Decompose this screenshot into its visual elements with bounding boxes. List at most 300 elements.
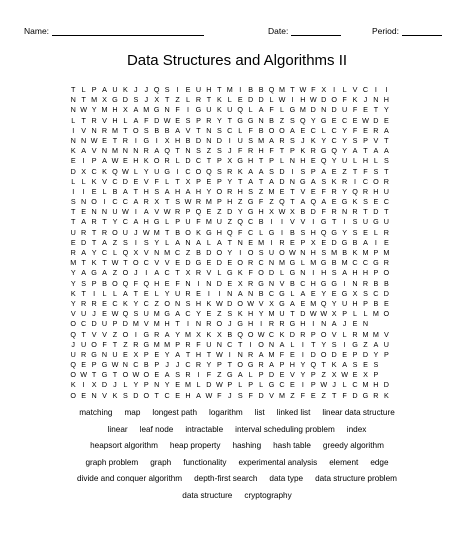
grid-letter: P [373,248,379,257]
grid-letter: C [112,197,118,207]
grid-letter: L [353,156,358,166]
grid-letter: C [227,339,233,349]
grid-letter: D [310,207,316,217]
grid-letter: E [290,380,295,390]
grid-letter: L [363,309,368,319]
grid-letter: P [383,349,389,359]
grid-letter: D [216,278,222,288]
grid-letter: Q [320,156,327,166]
grid-row [68,95,392,105]
grid-letter: Q [122,248,129,257]
grid-letter: V [102,390,107,400]
grid-letter: T [196,125,201,135]
grid-letter: H [195,186,202,196]
grid-letter: R [164,156,170,166]
grid-letter: W [142,227,150,237]
grid-letter: I [72,186,75,196]
grid-letter: L [279,268,284,278]
grid-letter: T [91,370,97,380]
grid-letter: H [258,146,264,156]
grid-letter: R [248,146,254,156]
grid-letter: R [227,166,233,176]
grid-letter: W [341,370,348,380]
grid-letter: I [93,288,96,298]
grid-letter: P [216,156,222,166]
word-item: linear [107,424,128,434]
grid-letter: G [237,319,244,329]
grid-letter: L [342,85,347,94]
grid-letter: F [238,227,243,237]
grid-letter: T [154,390,159,400]
grid-letter: T [258,156,264,166]
grid-letter: B [143,360,149,370]
grid-letter: G [164,166,170,176]
grid-letter: O [383,309,390,319]
name-field[interactable] [24,26,204,36]
grid-letter: D [310,349,316,359]
grid-letter: G [289,319,296,329]
grid-letter: E [102,298,107,308]
grid-letter: C [185,360,191,370]
grid-letter: O [133,125,139,135]
grid-row [68,248,392,258]
grid-row [68,238,392,248]
grid-letter: C [81,319,87,329]
grid-letter: X [154,95,160,105]
grid-letter: O [133,258,139,268]
grid-letter: A [175,309,180,319]
grid-letter: E [363,360,368,370]
grid-letter: M [111,146,118,156]
grid-letter: B [227,329,233,339]
grid-row [68,319,392,329]
grid-letter: F [300,390,306,400]
grid-letter: F [279,349,285,359]
grid-letter: A [290,298,295,308]
grid-letter: O [320,349,327,359]
grid-letter: H [185,390,191,400]
grid-letter: Y [342,227,347,237]
grid-letter: R [143,146,149,156]
grid-letter: O [247,329,254,339]
grid-letter: Q [206,166,212,176]
grid-letter: V [331,329,337,339]
grid-letter: T [133,288,139,298]
grid-letter: L [300,258,305,268]
grid-letter: E [227,258,233,268]
grid-letter: C [164,390,170,400]
grid-letter: H [310,278,316,288]
grid-letter: S [227,309,233,319]
grid-letter: C [300,278,306,288]
grid-letter: Q [153,85,160,94]
grid-letter: R [279,135,285,145]
grid-letter: A [342,360,347,370]
grid-letter: X [352,288,358,298]
grid-letter: T [71,85,76,94]
date-field[interactable] [268,26,341,36]
grid-letter: K [331,176,337,186]
grid-letter: V [91,146,97,156]
grid-letter: E [175,380,180,390]
grid-row [68,258,392,268]
grid-letter: N [237,237,243,247]
grid-letter: A [164,370,170,380]
grid-letter: Q [164,146,170,156]
grid-letter: G [352,339,358,349]
grid-letter: R [81,227,87,237]
grid-letter: Y [342,125,347,135]
grid-letter: I [301,339,304,349]
grid-row [68,156,392,166]
grid-letter: A [196,237,201,247]
grid-letter: W [163,207,171,217]
grid-row [68,136,392,146]
word-list [16,405,458,504]
grid-letter: D [70,166,76,176]
name-line[interactable] [52,26,204,36]
grid-letter: Z [238,197,243,207]
grid-letter: C [373,288,379,298]
grid-letter: U [112,207,118,217]
grid-letter: G [112,95,118,105]
grid-letter: R [91,298,97,308]
grid-letter: L [133,166,138,176]
grid-letter: R [383,176,389,186]
grid-letter: I [343,217,346,227]
grid-letter: J [165,360,169,370]
grid-letter: A [373,339,379,349]
grid-letter: F [102,339,107,349]
grid-row [68,309,392,319]
grid-letter: R [248,349,254,359]
grid-letter: I [82,380,85,390]
grid-letter: V [373,135,379,145]
grid-letter: X [310,237,316,247]
grid-letter: E [363,105,368,115]
grid-letter: N [300,248,306,257]
grid-letter: H [362,156,369,166]
grid-letter: G [331,227,337,237]
grid-letter: K [279,329,285,339]
grid-letter: M [153,319,160,329]
grid-letter: C [258,258,264,268]
grid-letter: G [300,176,306,186]
grid-letter: T [164,95,170,105]
grid-letter: D [331,237,337,247]
grid-letter: U [227,105,233,115]
grid-letter: M [153,339,160,349]
grid-letter: P [248,380,254,390]
grid-letter: Y [70,298,76,308]
grid-letter: D [216,258,222,268]
grid-letter: B [352,237,358,247]
grid-letter: U [383,186,389,196]
grid-letter: C [195,156,202,166]
grid-letter: W [80,370,88,380]
grid-letter: J [134,85,138,94]
grid-letter: V [352,85,358,94]
grid-letter: T [71,207,76,217]
grid-letter: I [239,248,242,257]
grid-letter: F [248,268,253,278]
grid-letter: E [279,186,285,196]
grid-letter: B [258,288,264,298]
grid-letter: Y [383,105,389,115]
grid-letter: S [352,217,358,227]
grid-letter: L [196,380,201,390]
grid-letter: K [112,390,118,400]
grid-letter: U [112,349,118,359]
grid-letter: U [362,217,369,227]
grid-letter: F [269,105,274,115]
grid-letter: A [321,197,327,207]
grid-letter: B [258,125,264,135]
grid-letter: K [70,288,76,298]
grid-letter: S [123,237,128,247]
grid-letter: E [91,186,97,196]
grid-letter: R [185,288,191,298]
grid-letter: R [91,217,97,227]
grid-letter: A [352,146,358,156]
date-line[interactable] [291,26,341,36]
grid-letter: E [143,288,149,298]
grid-letter: V [185,125,191,135]
grid-letter: T [384,207,389,217]
grid-letter: R [279,237,285,247]
grid-letter: L [175,156,180,166]
grid-letter: L [217,268,222,278]
grid-letter: H [248,156,254,166]
grid-letter: T [217,85,222,94]
grid-letter: Q [122,309,129,319]
grid-letter: I [228,349,231,359]
grid-letter: F [217,390,222,400]
grid-letter: H [112,105,118,115]
grid-letter: G [341,237,348,247]
grid-letter: M [299,105,306,115]
grid-letter: E [310,288,316,298]
grid-letter: P [154,360,160,370]
grid-letter: B [196,248,201,257]
grid-letter: J [134,227,138,237]
grid-letter: X [321,85,327,94]
grid-letter: G [320,217,327,227]
grid-letter: H [216,227,222,237]
grid-letter: Q [237,105,244,115]
grid-letter: U [101,319,108,329]
grid-letter: C [279,380,285,390]
grid-letter: A [279,339,285,349]
grid-letter: W [278,207,286,217]
grid-letter: O [237,298,244,308]
word-item: hashing [232,441,262,450]
grid-letter: Q [226,227,233,237]
grid-letter: F [196,339,201,349]
grid-letter: A [196,390,201,400]
grid-letter: W [278,95,286,105]
grid-letter: X [363,370,368,380]
grid-letter: S [81,278,87,288]
grid-letter: D [258,95,264,105]
grid-letter: E [300,298,306,308]
grid-letter: C [248,227,254,237]
grid-row [68,340,392,350]
grid-letter: M [278,390,285,400]
grid-letter: B [342,248,347,257]
grid-letter: D [373,207,379,217]
grid-letter: Y [196,309,201,319]
grid-letter: L [102,288,107,298]
grid-letter: I [280,217,283,227]
grid-letter: W [184,197,192,207]
grid-letter: I [301,380,304,390]
grid-letter: I [187,105,190,115]
grid-letter: A [133,105,139,115]
grid-letter: E [123,349,128,359]
grid-row [68,105,392,115]
grid-row [68,187,392,197]
grid-letter: A [248,166,254,176]
word-item: hash table [273,441,311,450]
grid-letter: P [91,85,97,94]
grid-letter: T [112,370,118,380]
grid-letter: I [374,85,377,94]
grid-letter: G [331,278,337,288]
grid-letter: W [122,166,129,176]
grid-letter: M [258,237,265,247]
grid-letter: O [216,186,223,196]
grid-letter: F [342,95,347,105]
grid-letter: N [268,278,275,288]
grid-letter: O [237,258,244,268]
grid-letter: P [196,176,201,186]
grid-letter: G [247,360,254,370]
grid-letter: U [383,339,389,349]
grid-letter: A [164,329,170,339]
grid-letter: U [185,217,191,227]
grid-letter: D [185,258,191,268]
grid-letter: C [174,248,181,257]
grid-letter: E [175,390,180,400]
period-field[interactable] [372,26,442,36]
header [10,26,464,42]
grid-letter: L [342,380,347,390]
grid-letter: O [91,339,97,349]
grid-letter: X [164,135,170,145]
grid-letter: E [206,207,212,217]
grid-letter: T [81,258,86,268]
grid-letter: F [352,125,358,135]
grid-letter: G [289,258,296,268]
grid-letter: T [91,237,97,247]
word-item: linear data structure [322,408,395,417]
grid-letter: I [134,237,137,247]
grid-letter: T [123,258,128,268]
grid-letter: M [70,258,77,268]
grid-letter: E [373,197,379,207]
grid-letter: F [321,207,326,217]
grid-letter: U [174,288,181,298]
grid-letter: H [300,319,306,329]
grid-letter: O [331,95,337,105]
grid-row [68,85,392,95]
grid-letter: E [342,349,347,359]
grid-letter: E [383,298,389,308]
grid-letter: K [352,248,358,257]
grid-letter: C [112,298,118,308]
grid-letter: L [165,217,170,227]
grid-letter: J [144,95,149,105]
grid-letter: E [310,186,316,196]
grid-letter: U [112,85,118,94]
grid-letter: M [310,298,317,308]
grid-letter: F [175,105,180,115]
grid-letter: A [154,268,160,278]
grid-letter: S [269,166,274,176]
grid-letter: K [237,309,243,319]
grid-letter: C [133,360,139,370]
grid-letter: Z [185,248,191,257]
grid-letter: D [383,380,389,390]
word-item: heapsort algorithm [90,441,158,450]
grid-letter: K [143,156,149,166]
grid-row [68,197,392,207]
grid-letter: S [248,135,254,145]
grid-letter: W [299,85,307,94]
grid-letter: T [164,197,170,207]
grid-letter: Y [206,360,212,370]
grid-letter: L [259,380,264,390]
word-item: interval scheduling problem [235,424,335,434]
grid-letter: F [311,85,316,94]
grid-letter: M [91,95,98,105]
grid-letter: U [268,248,275,257]
grid-letter: K [102,166,107,176]
grid-letter: H [300,156,306,166]
grid-letter: O [216,319,223,329]
grid-letter: X [331,309,337,319]
grid-letter: X [216,329,222,339]
grid-letter: W [289,248,296,257]
grid-letter: K [70,146,76,156]
grid-letter: H [310,227,316,237]
word-item: data structure [182,490,233,500]
grid-letter: V [102,329,107,339]
grid-letter: D [289,329,295,339]
grid-letter: W [309,309,317,319]
grid-letter: R [362,278,369,288]
grid-letter: B [258,217,264,227]
grid-letter: T [123,125,128,135]
grid-letter: C [185,309,191,319]
grid-letter: A [133,115,139,125]
grid-letter: N [133,146,139,156]
grid-letter: U [70,227,76,237]
grid-letter: A [164,186,170,196]
grid-letter: G [289,268,296,278]
grid-letter: D [268,370,275,380]
grid-letter: W [163,115,171,125]
grid-letter: F [144,115,149,125]
grid-letter: R [70,248,76,257]
grid-letter: C [268,329,275,339]
grid-letter: I [270,217,273,227]
word-item: list [254,408,265,417]
period-line[interactable] [402,26,442,36]
grid-letter: Y [164,380,170,390]
grid-letter: H [174,135,181,145]
